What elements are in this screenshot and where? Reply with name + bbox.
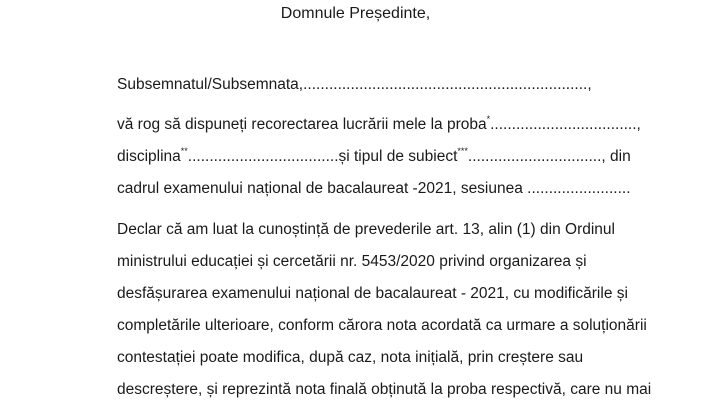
paragraph-line-text: completările ulterioare, conform cărora nota acordată ca urmare a soluționării (117, 317, 647, 334)
subject-blank: ..............................., din (467, 148, 631, 165)
paragraph-line (117, 220, 615, 240)
paragraph-line (117, 348, 583, 368)
proba-line-blank: .................................., (490, 116, 641, 133)
discipline-footnote-mark: ** (180, 146, 188, 156)
discipline-blank: ...................................și tipul de subiect (187, 148, 458, 165)
paragraph-line (117, 284, 628, 304)
discipline-label: disciplina (117, 148, 181, 165)
session-line-text: cadrul examenului național de bacalaureat -2021, sesiunea ........................ (117, 180, 631, 197)
subject-footnote-mark: *** (457, 146, 468, 156)
proba-line (117, 115, 641, 135)
paragraph-line-text: Declar că am luat la cunoștință de prevederile art. 13, alin (1) din Ordinul (117, 221, 615, 238)
name-line-text: Subsemnatul/Subsemnata,.................................................................., (117, 76, 592, 93)
paragraph-line-text: contestației poate modifica, după caz, nota inițială, prin creștere sau (117, 349, 584, 366)
paragraph-line-text: ministrului educației și cercetării nr. 5453/2020 privind organizarea și (117, 253, 587, 270)
paragraph-line (117, 316, 647, 336)
name-line (117, 75, 592, 95)
discipline-line (117, 147, 631, 167)
proba-line-text: vă rog să dispuneți recorectarea lucrării mele la proba (117, 116, 487, 133)
paragraph-line-text: descreștere, și reprezintă nota finală obținută la proba respectivă, care nu mai (117, 381, 652, 398)
paragraph-line-text: desfășurarea examenului național de bacalaureat - 2021, cu modificările și (117, 285, 628, 302)
paragraph-line (117, 380, 651, 400)
paragraph-line (117, 252, 587, 272)
session-line (117, 179, 631, 199)
proba-footnote-mark: * (486, 114, 491, 124)
document-heading: Domnule Președinte, (280, 5, 431, 22)
